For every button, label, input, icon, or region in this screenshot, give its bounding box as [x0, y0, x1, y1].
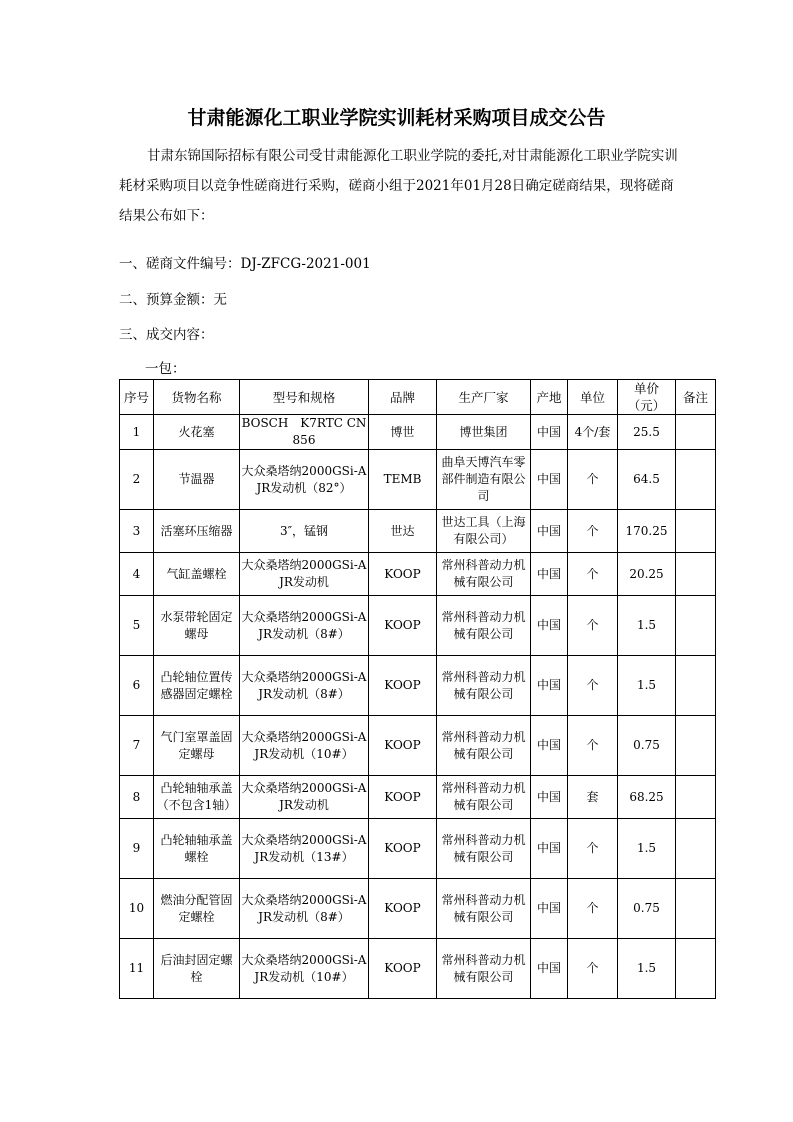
- table-header-row: [120, 380, 716, 415]
- cell-maker: 常州科普动力机械有限公司: [437, 939, 531, 999]
- cell-origin: 中国: [531, 939, 568, 999]
- cell-maker: 常州科普动力机械有限公司: [437, 776, 531, 819]
- header-origin: 产地: [531, 380, 568, 415]
- table-row: [120, 716, 716, 776]
- cell-name: 水泵带轮固定螺母: [154, 596, 240, 656]
- cell-name: 燃油分配管固定螺栓: [154, 879, 240, 939]
- cell-price: 170.25: [618, 510, 676, 553]
- cell-unit: 4个/套: [568, 415, 618, 450]
- cell-brand: KOOP: [369, 939, 437, 999]
- cell-brand: TEMB: [369, 450, 437, 510]
- table-row: [120, 553, 716, 596]
- table-row: [120, 596, 716, 656]
- cell-brand: KOOP: [369, 819, 437, 879]
- cell-name: 节温器: [154, 450, 240, 510]
- cell-unit: 个: [568, 939, 618, 999]
- award-table: [119, 379, 716, 999]
- cell-maker: 曲阜天博汽车零部件制造有限公司: [437, 450, 531, 510]
- header-brand: 品牌: [369, 380, 437, 415]
- cell-unit: 个: [568, 510, 618, 553]
- cell-brand: KOOP: [369, 776, 437, 819]
- header-note: 备注: [676, 380, 716, 415]
- cell-price: 64.5: [618, 450, 676, 510]
- cell-name: 气门室罩盖固定螺母: [154, 716, 240, 776]
- cell-origin: 中国: [531, 415, 568, 450]
- cell-name: 气缸盖螺栓: [154, 553, 240, 596]
- cell-price: 0.75: [618, 716, 676, 776]
- cell-name: 活塞环压缩器: [154, 510, 240, 553]
- cell-no: 10: [120, 879, 154, 939]
- cell-spec: 大众桑塔纳2000GSi-AJR发动机: [240, 553, 369, 596]
- cell-name: 后油封固定螺栓: [154, 939, 240, 999]
- cell-unit: 个: [568, 450, 618, 510]
- intro-paragraph: 甘肃东锦国际招标有限公司受甘肃能源化工职业学院的委托,对甘肃能源化工职业学院实训耗材采购项目以竞争性磋商进行采购，磋商小组于2021年01月28日确定磋商结果，现将磋商结果公布如下：: [119, 148, 678, 224]
- cell-note: [676, 776, 716, 819]
- cell-origin: 中国: [531, 656, 568, 716]
- cell-brand: 世达: [369, 510, 437, 553]
- cell-maker: 常州科普动力机械有限公司: [437, 656, 531, 716]
- cell-maker: 常州科普动力机械有限公司: [437, 553, 531, 596]
- cell-no: 1: [120, 415, 154, 450]
- cell-note: [676, 450, 716, 510]
- cell-note: [676, 596, 716, 656]
- cell-price: 1.5: [618, 819, 676, 879]
- cell-spec: 大众桑塔纳2000GSi-AJR发动机（10#）: [240, 939, 369, 999]
- cell-price: 68.25: [618, 776, 676, 819]
- budget-line: 二、预算金额：无: [119, 292, 227, 308]
- header-name: 货物名称: [154, 380, 240, 415]
- cell-spec: 3″，锰钢: [240, 510, 369, 553]
- content-heading: 三、成交内容：: [119, 327, 214, 343]
- cell-name: 凸轮轴轴承盖（不包含1轴）: [154, 776, 240, 819]
- cell-note: [676, 716, 716, 776]
- cell-unit: 个: [568, 879, 618, 939]
- cell-origin: 中国: [531, 553, 568, 596]
- cell-brand: KOOP: [369, 553, 437, 596]
- cell-spec: 大众桑塔纳2000GSi-AJR发动机（10#）: [240, 716, 369, 776]
- cell-name: 凸轮轴轴承盖螺栓: [154, 819, 240, 879]
- cell-spec: 大众桑塔纳2000GSi-AJR发动机: [240, 776, 369, 819]
- header-no: 序号: [120, 380, 154, 415]
- cell-note: [676, 656, 716, 716]
- cell-unit: 个: [568, 819, 618, 879]
- cell-note: [676, 939, 716, 999]
- cell-spec: 大众桑塔纳2000GSi-AJR发动机（13#）: [240, 819, 369, 879]
- cell-brand: KOOP: [369, 879, 437, 939]
- cell-spec: 大众桑塔纳2000GSi-AJR发动机（8#）: [240, 656, 369, 716]
- cell-price: 1.5: [618, 656, 676, 716]
- cell-origin: 中国: [531, 450, 568, 510]
- cell-price: 1.5: [618, 596, 676, 656]
- doc-number-line: 一、磋商文件编号：DJ-ZFCG-2021-001: [119, 256, 371, 272]
- cell-maker: 常州科普动力机械有限公司: [437, 716, 531, 776]
- table-row: [120, 415, 716, 450]
- cell-unit: 个: [568, 716, 618, 776]
- cell-name: 火花塞: [154, 415, 240, 450]
- cell-unit: 个: [568, 553, 618, 596]
- cell-no: 9: [120, 819, 154, 879]
- cell-price: 25.5: [618, 415, 676, 450]
- page-title: 甘肃能源化工职业学院实训耗材采购项目成交公告: [187, 107, 606, 129]
- cell-origin: 中国: [531, 819, 568, 879]
- table-row: [120, 656, 716, 716]
- cell-brand: KOOP: [369, 596, 437, 656]
- cell-no: 6: [120, 656, 154, 716]
- table-row: [120, 776, 716, 819]
- cell-spec: 大众桑塔纳2000GSi-AJR发动机（82°）: [240, 450, 369, 510]
- header-unit: 单位: [568, 380, 618, 415]
- cell-brand: 博世: [369, 415, 437, 450]
- cell-note: [676, 415, 716, 450]
- cell-no: 11: [120, 939, 154, 999]
- cell-origin: 中国: [531, 776, 568, 819]
- cell-price: 0.75: [618, 879, 676, 939]
- cell-no: 3: [120, 510, 154, 553]
- package-label: 一包：: [145, 361, 186, 377]
- cell-unit: 个: [568, 596, 618, 656]
- cell-maker: 世达工具（上海有限公司）: [437, 510, 531, 553]
- cell-name: 凸轮轴位置传感器固定螺栓: [154, 656, 240, 716]
- cell-brand: KOOP: [369, 656, 437, 716]
- cell-origin: 中国: [531, 510, 568, 553]
- cell-brand: KOOP: [369, 716, 437, 776]
- cell-maker: 常州科普动力机械有限公司: [437, 819, 531, 879]
- cell-maker: 常州科普动力机械有限公司: [437, 879, 531, 939]
- cell-maker: 博世集团: [437, 415, 531, 450]
- cell-spec: 大众桑塔纳2000GSi-AJR发动机（8#）: [240, 879, 369, 939]
- table-row: [120, 819, 716, 879]
- cell-no: 8: [120, 776, 154, 819]
- table-row: [120, 450, 716, 510]
- cell-origin: 中国: [531, 716, 568, 776]
- header-price: 单价（元）: [618, 380, 676, 415]
- cell-no: 7: [120, 716, 154, 776]
- cell-unit: 个: [568, 656, 618, 716]
- cell-spec: 大众桑塔纳2000GSi-AJR发动机（8#）: [240, 596, 369, 656]
- cell-note: [676, 819, 716, 879]
- table-row: [120, 510, 716, 553]
- table-row: [120, 939, 716, 999]
- cell-price: 1.5: [618, 939, 676, 999]
- cell-no: 2: [120, 450, 154, 510]
- header-maker: 生产厂家: [437, 380, 531, 415]
- cell-no: 4: [120, 553, 154, 596]
- cell-unit: 套: [568, 776, 618, 819]
- cell-note: [676, 879, 716, 939]
- header-spec: 型号和规格: [240, 380, 369, 415]
- cell-note: [676, 510, 716, 553]
- cell-price: 20.25: [618, 553, 676, 596]
- cell-origin: 中国: [531, 879, 568, 939]
- cell-spec: BOSCH K7RTC CN856: [240, 415, 369, 450]
- cell-note: [676, 553, 716, 596]
- cell-no: 5: [120, 596, 154, 656]
- table-row: [120, 879, 716, 939]
- cell-maker: 常州科普动力机械有限公司: [437, 596, 531, 656]
- cell-origin: 中国: [531, 596, 568, 656]
